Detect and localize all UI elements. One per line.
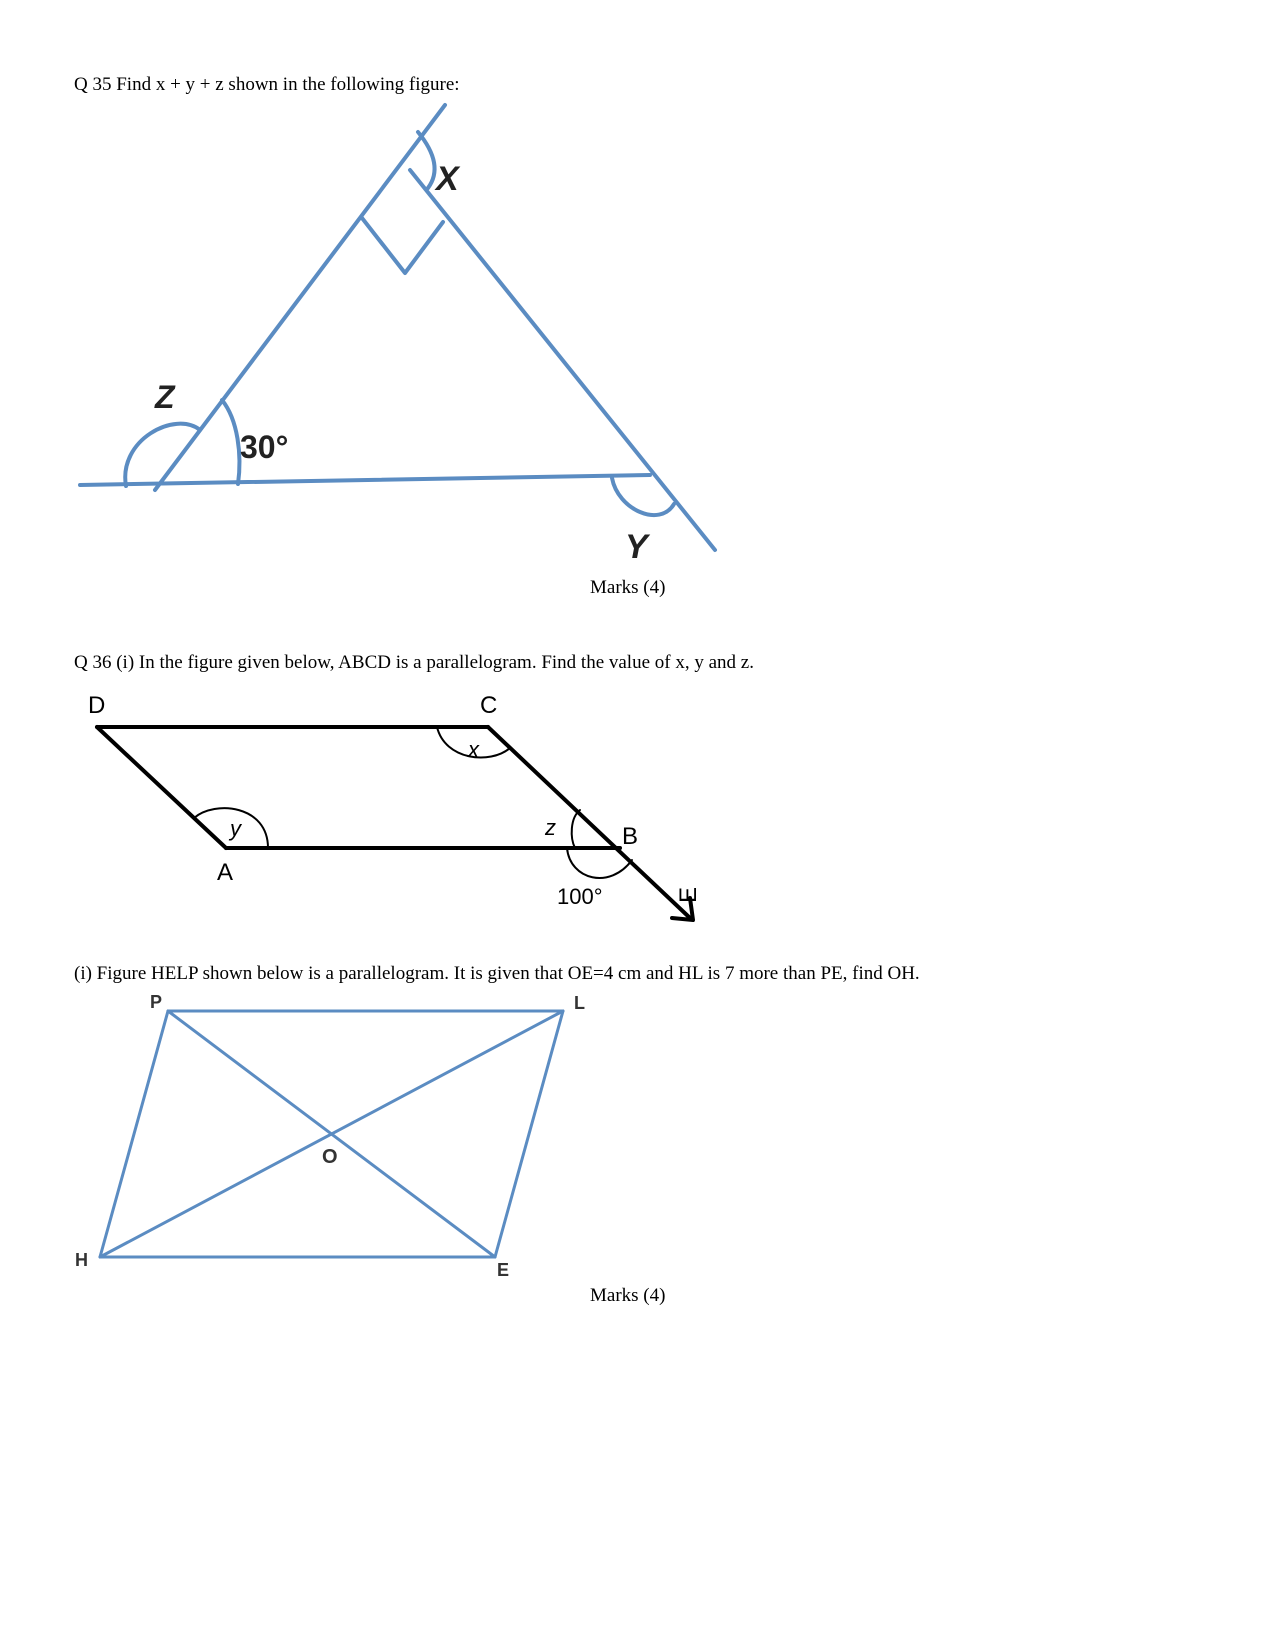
label-100: 100° — [557, 884, 603, 909]
label-a: A — [217, 859, 234, 886]
label-b: B — [622, 823, 639, 850]
q35-question: Q 35 Find x + y + z shown in the following figure: — [74, 74, 460, 95]
label-z: z — [545, 815, 556, 840]
q36-part-b-question: (i) Figure HELP shown below is a parallelogram. It is given that OE=4 cm and HL is 7 more than PE, find OH. — [74, 963, 920, 984]
label-p: P — [150, 992, 163, 1012]
label-h: H — [75, 1250, 88, 1270]
q35-label-y: Y — [625, 528, 648, 566]
q35-label-x: X — [436, 160, 459, 198]
label-y: y — [230, 816, 241, 841]
label-x: x — [468, 737, 479, 762]
label-e-help: E — [497, 1260, 510, 1280]
q35-label-z: Z — [155, 379, 175, 415]
q35-marks: Marks (4) — [590, 577, 666, 598]
label-c: C — [480, 692, 498, 719]
q36-marks: Marks (4) — [590, 1285, 666, 1306]
label-d: D — [88, 692, 106, 719]
help-side-ph — [100, 1011, 168, 1257]
q36-part-a-question: Q 36 (i) In the figure given below, ABCD is a parallelogram. Find the value of x, y and z. — [74, 652, 754, 673]
label-o: O — [322, 1146, 338, 1168]
q35-label-30: 30° — [240, 429, 289, 465]
help-diagonal-hl — [100, 1011, 563, 1257]
help-side-le — [495, 1011, 563, 1257]
label-e: E — [675, 886, 702, 903]
label-l: L — [574, 993, 585, 1013]
